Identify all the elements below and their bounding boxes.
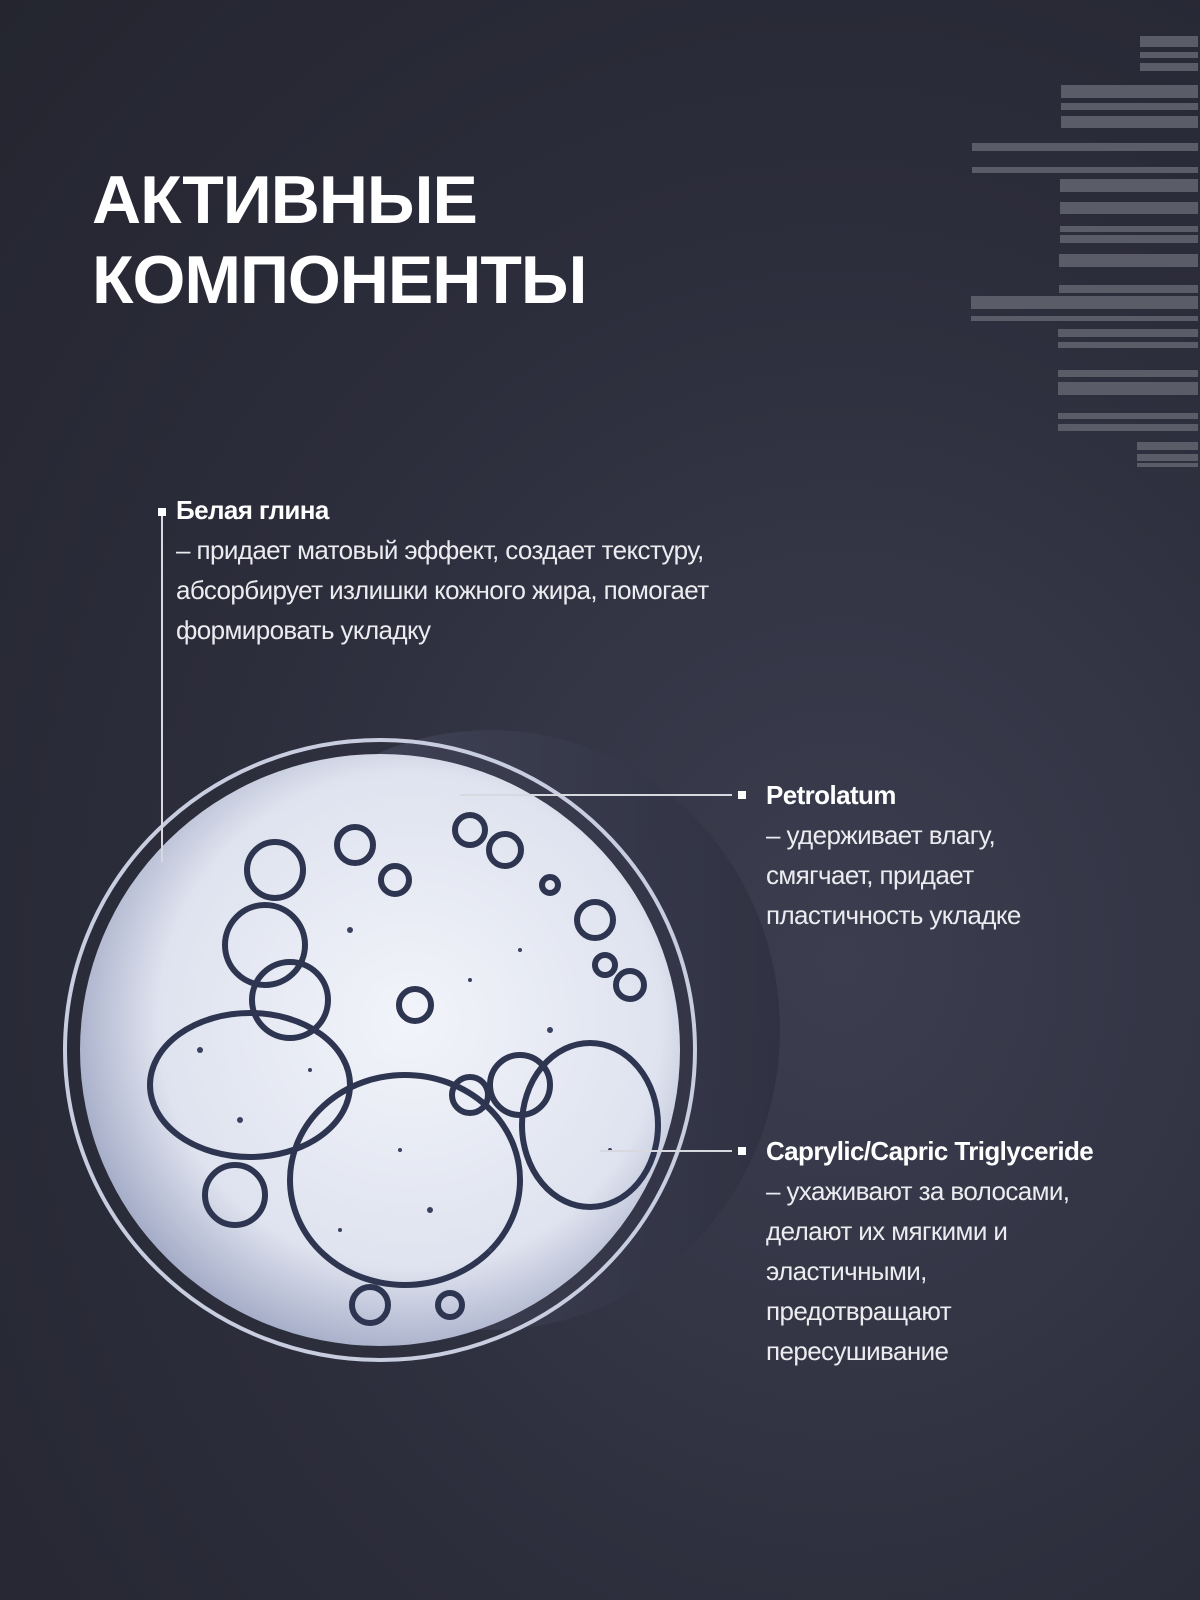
ingredient-desc-line: пересушивание (766, 1336, 949, 1366)
ingredient-desc-line: – придает матовый эффект, создает текстуру, (176, 535, 704, 565)
ingredient-desc-line: – удерживает влагу, (766, 820, 996, 850)
petri-dish-image (50, 730, 810, 1410)
ingredient-name: Белая глина (176, 495, 329, 525)
ingredient-name: Caprylic/Capric Triglyceride (766, 1136, 1094, 1166)
ingredient-triglyceride (766, 1131, 1093, 1371)
ingredient-desc-line: абсорбирует излишки кожного жира, помогает (176, 575, 709, 605)
ingredient-petrolatum (766, 775, 1021, 935)
callout-line-white-clay (161, 512, 163, 862)
ingredient-desc-line: пластичность укладке (766, 900, 1021, 930)
callout-line-petrolatum (460, 794, 732, 796)
ingredient-white-clay (176, 490, 709, 650)
ingredient-name: Petrolatum (766, 780, 896, 810)
bullet-icon (158, 508, 166, 516)
bullet-icon (738, 1147, 746, 1155)
ingredient-desc-line: делают их мягкими и (766, 1216, 1008, 1246)
callout-line-triglyceride (600, 1150, 732, 1152)
bullet-icon (738, 791, 746, 799)
title-line-1: АКТИВНЫЕ (92, 162, 477, 238)
ingredient-desc-line: – ухаживают за волосами, (766, 1176, 1070, 1206)
title-line-2: КОМПОНЕНТЫ (92, 242, 587, 318)
ingredient-desc-line: смягчает, придает (766, 860, 974, 890)
ingredient-desc-line: предотвращают (766, 1296, 952, 1326)
page-title (92, 160, 587, 320)
ingredient-desc-line: эластичными, (766, 1256, 927, 1286)
ingredient-desc-line: формировать укладку (176, 615, 431, 645)
